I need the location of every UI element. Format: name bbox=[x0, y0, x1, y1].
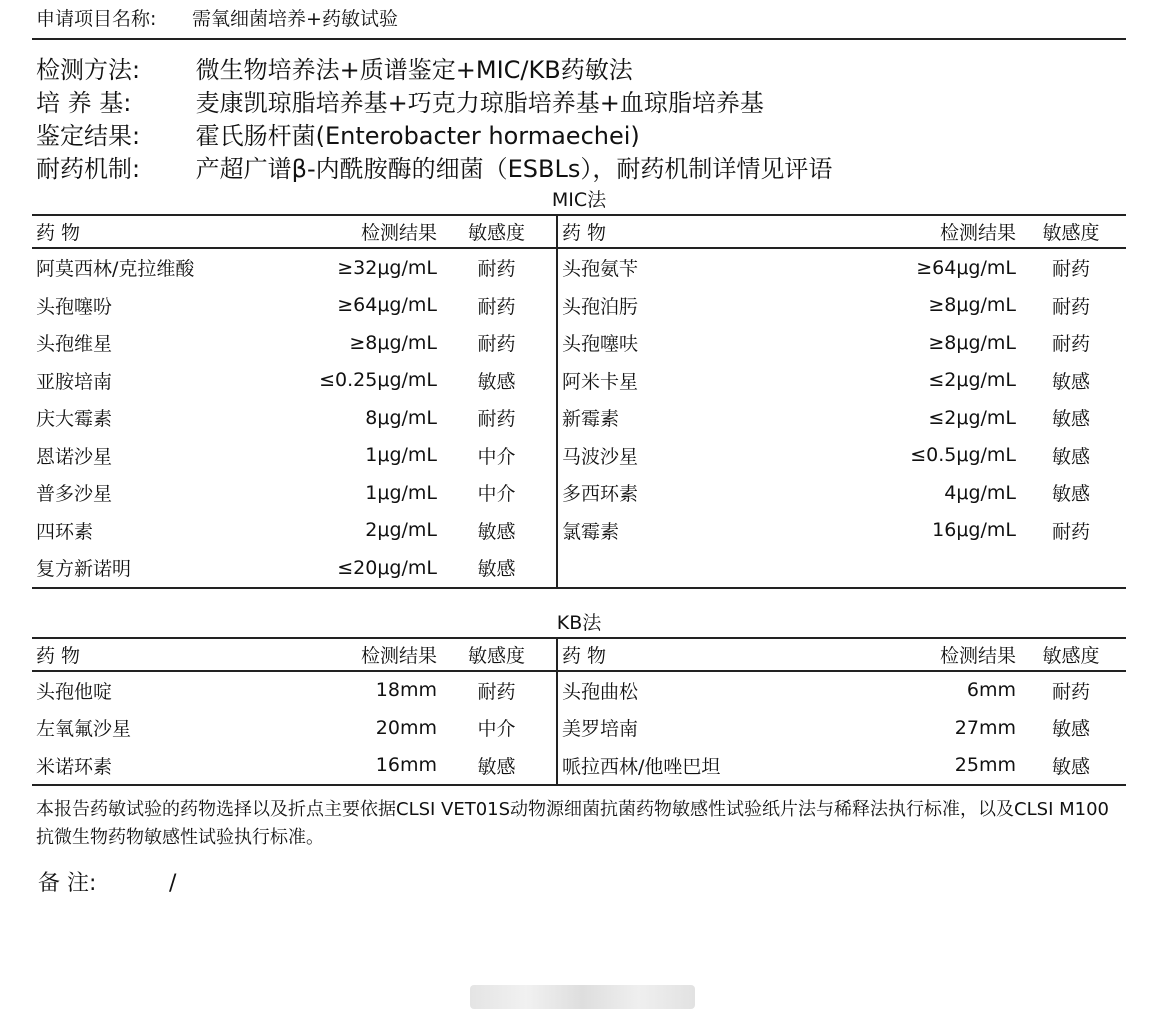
table-row bbox=[32, 287, 1126, 325]
info-label: 培 养 基: bbox=[36, 89, 132, 117]
sensitivity-cell: 敏感 bbox=[437, 362, 557, 400]
drug-name-cell: 马波沙星 bbox=[562, 445, 639, 468]
sensitivity-cell: 耐药 bbox=[1051, 295, 1090, 318]
sensitivity-cell: 耐药 bbox=[437, 248, 557, 287]
table-row bbox=[32, 474, 1126, 512]
info-row-identification bbox=[36, 120, 1126, 153]
result-cell: 6mm bbox=[966, 679, 1016, 702]
result-cell: 8μg/mL bbox=[365, 406, 437, 429]
result-cell bbox=[857, 549, 1016, 588]
drug-name-cell: 美罗培南 bbox=[562, 718, 639, 741]
kb-table bbox=[32, 637, 1126, 787]
mic-table-body bbox=[32, 248, 1126, 588]
drug-name-cell: 阿米卡星 bbox=[562, 370, 639, 393]
drug-name-cell: 头孢维星 bbox=[36, 333, 113, 356]
drug-name-cell: 头孢噻吩 bbox=[36, 295, 113, 318]
sensitivity-cell: 耐药 bbox=[1051, 680, 1090, 703]
info-row-resistance-mechanism bbox=[36, 153, 1126, 186]
result-cell: 25mm bbox=[857, 747, 1016, 786]
result-cell: 18mm bbox=[375, 679, 437, 702]
result-cell: ≥32μg/mL bbox=[337, 256, 437, 279]
sensitivity-cell: 中介 bbox=[437, 437, 557, 475]
result-cell: 1μg/mL bbox=[365, 444, 437, 467]
sensitivity-cell: 耐药 bbox=[1051, 258, 1090, 281]
header-result: 检测结果 bbox=[857, 215, 1016, 248]
header-drug: 药 物 bbox=[557, 638, 857, 671]
table-row bbox=[32, 399, 1126, 437]
result-cell: 2μg/mL bbox=[365, 519, 437, 542]
table-row bbox=[32, 362, 1126, 400]
sensitivity-cell: 中介 bbox=[437, 474, 557, 512]
sensitivity-cell: 敏感 bbox=[437, 747, 557, 786]
remark-row bbox=[32, 852, 1126, 897]
sensitivity-cell: 敏感 bbox=[1051, 445, 1090, 468]
report-page bbox=[32, 0, 1126, 897]
footnote: 本报告药敏试验的药物选择以及折点主要依据CLSI VET01S动物源细菌抗菌药物敏感性试验纸片法与稀释法执行标准，以及CLSI M100 抗微生物药物敏感性试验执行标准。 bbox=[36, 799, 1109, 848]
header-drug: 药 物 bbox=[32, 215, 292, 248]
result-cell: 1μg/mL bbox=[365, 481, 437, 504]
info-row-medium bbox=[36, 87, 1126, 120]
drug-name-cell: 恩诺沙星 bbox=[36, 445, 113, 468]
sensitivity-cell: 耐药 bbox=[437, 671, 557, 710]
mic-section-title: MIC法 bbox=[551, 189, 607, 211]
table-row bbox=[32, 709, 1126, 747]
result-cell: ≤20μg/mL bbox=[292, 549, 437, 588]
sensitivity-cell: 中介 bbox=[437, 709, 557, 747]
sensitivity-cell: 敏感 bbox=[1016, 747, 1126, 786]
info-value: 霍氏肠杆菌(Enterobacter hormaechei) bbox=[195, 122, 640, 150]
project-name-row bbox=[32, 0, 1126, 40]
sensitivity-cell: 敏感 bbox=[1051, 408, 1090, 431]
kb-section-title: KB法 bbox=[556, 611, 602, 634]
sensitivity-cell: 耐药 bbox=[1051, 333, 1090, 356]
sensitivity-cell: 敏感 bbox=[437, 512, 557, 550]
header-sensitivity: 敏感度 bbox=[437, 638, 557, 671]
drug-name-cell: 四环素 bbox=[36, 520, 94, 543]
result-cell: 16mm bbox=[292, 747, 437, 786]
sensitivity-cell: 敏感 bbox=[1051, 718, 1090, 741]
sensitivity-cell: 耐药 bbox=[437, 399, 557, 437]
kb-header-row bbox=[32, 638, 1126, 671]
info-value: 麦康凯琼脂培养基+巧克力琼脂培养基+血琼脂培养基 bbox=[195, 89, 764, 117]
header-result: 检测结果 bbox=[292, 215, 437, 248]
sensitivity-cell: 敏感 bbox=[1051, 483, 1090, 506]
drug-name-cell: 左氧氟沙星 bbox=[36, 718, 132, 741]
drug-name-cell: 头孢泊肟 bbox=[562, 295, 639, 318]
drug-name-cell: 亚胺培南 bbox=[36, 370, 113, 393]
mic-table bbox=[32, 214, 1126, 589]
result-cell: 4μg/mL bbox=[944, 481, 1016, 504]
drug-name-cell: 新霉素 bbox=[562, 408, 620, 431]
result-cell: ≥8μg/mL bbox=[928, 331, 1016, 354]
info-value: 产超广谱β-内酰胺酶的细菌（ESBLs），耐药机制详情见评语 bbox=[195, 155, 833, 183]
sensitivity-cell bbox=[1016, 549, 1126, 588]
drug-name-cell bbox=[557, 549, 857, 588]
sensitivity-cell: 耐药 bbox=[437, 287, 557, 325]
info-row-method bbox=[36, 54, 1126, 87]
drug-name-cell: 庆大霉素 bbox=[36, 408, 113, 431]
result-cell: ≥64μg/mL bbox=[337, 294, 437, 317]
table-row bbox=[32, 437, 1126, 475]
result-cell: 16μg/mL bbox=[932, 519, 1016, 542]
header-drug: 药 物 bbox=[557, 215, 857, 248]
info-label: 检测方法: bbox=[36, 56, 141, 84]
header-sensitivity: 敏感度 bbox=[1016, 638, 1126, 671]
result-cell: 27mm bbox=[954, 716, 1016, 739]
project-name-label: 申请项目名称: bbox=[36, 8, 157, 30]
table-row bbox=[32, 549, 1126, 588]
table-row bbox=[32, 512, 1126, 550]
drug-name-cell: 阿莫西林/克拉维酸 bbox=[36, 258, 195, 281]
drug-name-cell: 哌拉西林/他唑巴坦 bbox=[557, 747, 857, 786]
drug-name-cell: 多西环素 bbox=[562, 483, 639, 506]
drug-name-cell: 头孢噻呋 bbox=[562, 333, 639, 356]
result-cell: ≤0.5μg/mL bbox=[910, 444, 1016, 467]
result-cell: ≤2μg/mL bbox=[928, 369, 1016, 392]
header-sensitivity: 敏感度 bbox=[437, 215, 557, 248]
drug-name-cell: 头孢氨苄 bbox=[562, 258, 639, 281]
table-row bbox=[32, 324, 1126, 362]
drug-name-cell: 头孢他啶 bbox=[36, 680, 113, 703]
table-row bbox=[32, 248, 1126, 287]
header-drug: 药 物 bbox=[32, 638, 292, 671]
remark-label: 备 注: bbox=[38, 871, 97, 896]
result-cell: ≤0.25μg/mL bbox=[319, 369, 437, 392]
result-cell: ≤2μg/mL bbox=[928, 406, 1016, 429]
result-cell: ≥8μg/mL bbox=[349, 331, 437, 354]
drug-name-cell: 氯霉素 bbox=[562, 520, 620, 543]
test-info-block bbox=[32, 40, 1126, 186]
sensitivity-cell: 敏感 bbox=[1051, 370, 1090, 393]
sensitivity-cell: 敏感 bbox=[437, 549, 557, 588]
table-row bbox=[32, 671, 1126, 710]
drug-name-cell: 复方新诺明 bbox=[32, 549, 292, 588]
header-result: 检测结果 bbox=[292, 638, 437, 671]
drug-name-cell: 米诺环素 bbox=[32, 747, 292, 786]
sensitivity-cell: 耐药 bbox=[1051, 520, 1090, 543]
drug-name-cell: 头孢曲松 bbox=[562, 680, 639, 703]
sensitivity-cell: 耐药 bbox=[437, 324, 557, 362]
drug-name-cell: 普多沙星 bbox=[36, 483, 113, 506]
result-cell: ≥64μg/mL bbox=[916, 256, 1016, 279]
project-name-value: 需氧细菌培养+药敏试验 bbox=[192, 8, 398, 30]
info-label: 耐药机制: bbox=[36, 155, 141, 183]
remark-value: / bbox=[169, 871, 177, 896]
header-result: 检测结果 bbox=[857, 638, 1016, 671]
result-cell: ≥8μg/mL bbox=[928, 294, 1016, 317]
blurred-watermark bbox=[470, 985, 695, 1009]
result-cell: 20mm bbox=[375, 716, 437, 739]
kb-table-body bbox=[32, 671, 1126, 786]
info-value: 微生物培养法+质谱鉴定+MIC/KB药敏法 bbox=[195, 56, 633, 84]
mic-header-row bbox=[32, 215, 1126, 248]
info-label: 鉴定结果: bbox=[36, 122, 141, 150]
table-row bbox=[32, 747, 1126, 786]
header-sensitivity: 敏感度 bbox=[1016, 215, 1126, 248]
